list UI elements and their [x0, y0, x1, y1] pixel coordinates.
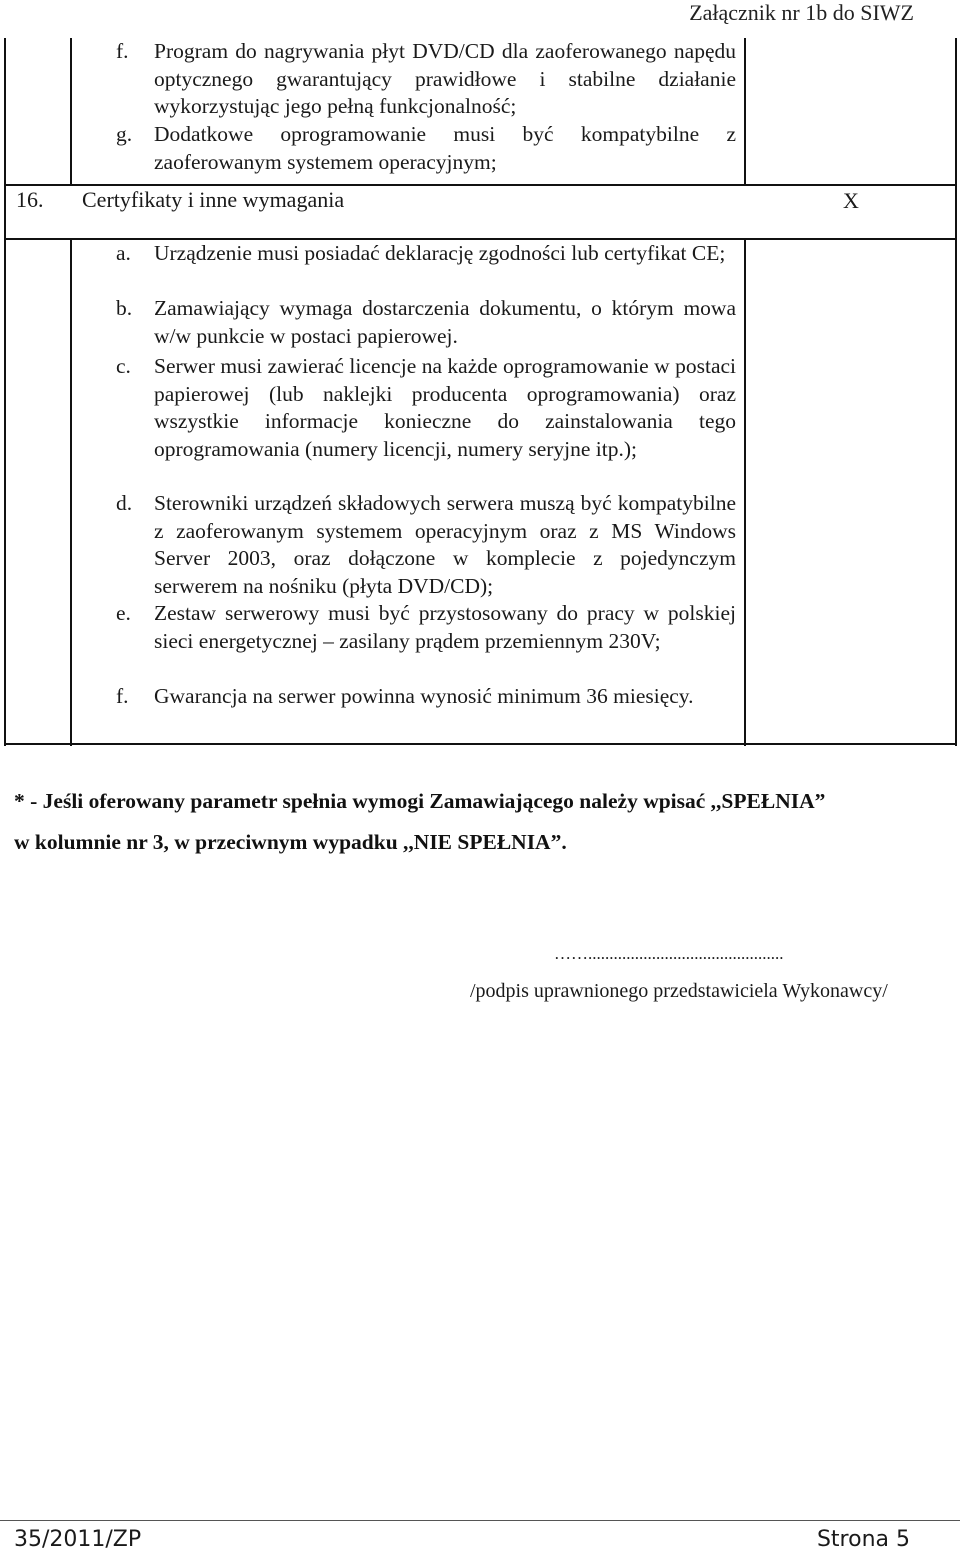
list-item-text: Zamawiający wymaga dostarczenia dokumentu, o którym mowa w/w punkcie w postaci papierowej.: [154, 296, 736, 348]
list-item-text: Dodatkowe oprogramowanie musi być kompatybilne z zaoferowanym systemem operacyjnym;: [154, 122, 736, 174]
table-border-right: [955, 38, 957, 746]
table-column-divider-2-lower: [744, 240, 746, 746]
list-item: [116, 490, 736, 602]
footnote-line-2: w kolumnie nr 3, w przeciwnym wypadku ,,NIE SPEŁNIA”.: [14, 830, 567, 854]
table-column-divider-1-lower: [70, 240, 72, 746]
table-border-bottom: [4, 743, 957, 745]
attachment-label: Załącznik nr 1b do SIWZ: [689, 0, 914, 25]
list-item-text: Sterowniki urządzeń składowych serwera muszą być kompatybilne z zaoferowanym systemem operacyjnym oraz z MS Windows Server 2003, oraz dołączone w komplecie z pojedynczym serwerem na nośniku (płyta DVD/CD);: [154, 491, 736, 598]
list-item-text: Zestaw serwerowy musi być przystosowany do pracy w polskiej sieci energetycznej – zasilany prądem przemiennym 230V;: [154, 601, 736, 653]
list-item-text: Gwarancja na serwer powinna wynosić minimum 36 miesięcy.: [154, 684, 694, 708]
list-item-letter: g.: [116, 122, 133, 146]
list-item-letter: a.: [116, 241, 131, 265]
list-item-letter: c.: [116, 354, 131, 378]
list-item: [116, 353, 736, 493]
signature-dots: ……..............................................: [554, 944, 784, 963]
list-item: [116, 240, 736, 296]
list-item-text: Program do nagrywania płyt DVD/CD dla zaoferowanego napędu optycznego gwarantujący prawidłowe i stabilne działanie wykorzystując jego pełną funkcjonalność;: [154, 39, 736, 118]
list-item: [116, 121, 736, 177]
footer-divider: [0, 1520, 960, 1521]
list-item-text: Serwer musi zawierać licencje na każde oprogramowanie w postaci papierowej (lub naklejki producenta oprogramowania) oraz wszystkie informacje konieczne do zainstalowania tego oprogramowania (numery licencji, numery seryjne itp.);: [154, 354, 736, 461]
list-item-text: Urządzenie musi posiadać deklarację zgodności lub certyfikat CE;: [154, 241, 726, 265]
signature-label: /podpis uprawnionego przedstawiciela Wykonawcy/: [470, 980, 888, 1002]
section-mark: X: [843, 188, 859, 213]
footnote-line-1: * - Jeśli oferowany parametr spełnia wymogi Zamawiającego należy wpisać ,,SPEŁNIA”: [14, 789, 826, 813]
table-border-left: [4, 38, 6, 746]
list-item-letter: f.: [116, 39, 129, 63]
list-item-letter: b.: [116, 296, 133, 320]
footer-page-number: Strona 5: [816, 1527, 910, 1552]
section-title: Certyfikaty i inne wymagania: [82, 187, 345, 212]
list-item-letter: e.: [116, 601, 131, 625]
list-item: [116, 600, 736, 684]
section-number: 16.: [16, 187, 44, 212]
table-column-divider-1: [70, 38, 72, 186]
list-item: [116, 683, 736, 739]
footer-reference: 35/2011/ZP: [14, 1527, 142, 1552]
table-column-divider-2: [744, 38, 746, 186]
list-item: [116, 295, 736, 351]
list-item-letter: d.: [116, 491, 133, 515]
list-item: [116, 38, 736, 122]
list-item-letter: f.: [116, 684, 129, 708]
